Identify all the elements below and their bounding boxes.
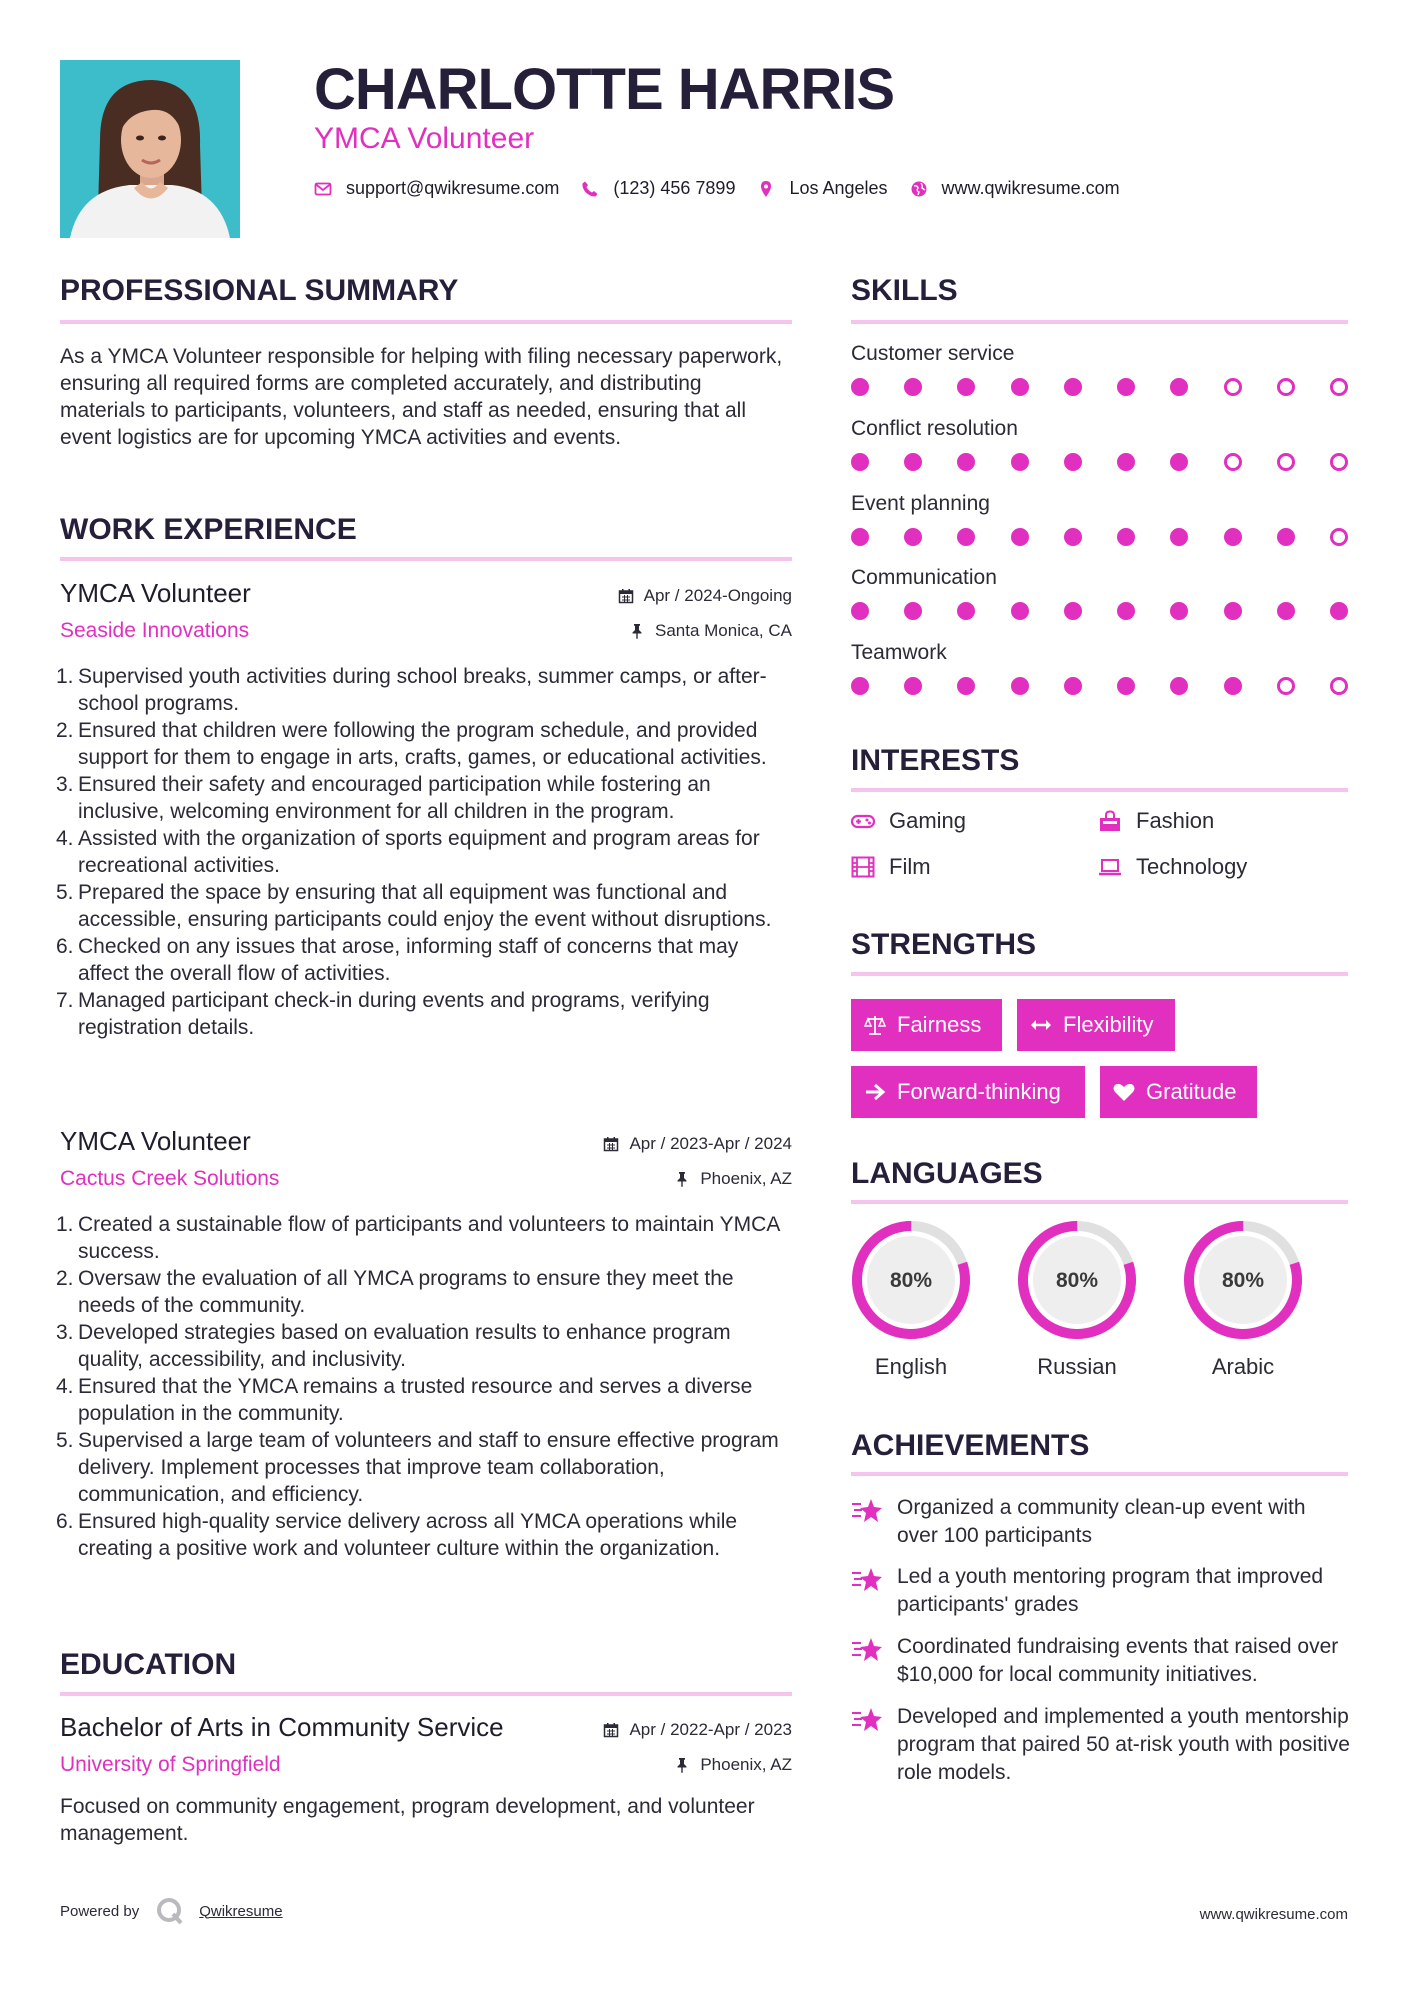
job-entry-1 [56, 578, 792, 1041]
language-name: Arabic [1211, 1354, 1275, 1379]
list-item: 5. Prepared the space by ensuring that all equipment was functional and accessible, ensuring participants could enjoy the event without disruptions. [56, 881, 772, 931]
skill-label: Event planning [851, 492, 990, 515]
laptop-icon [1098, 856, 1122, 878]
achievement-item [851, 1494, 1351, 1550]
skill-dot-filled [904, 453, 922, 471]
skill-dot-empty [1224, 453, 1242, 471]
list-item: 1. Created a sustainable flow of participants and volunteers to maintain YMCA success. [56, 1213, 780, 1263]
job-date-text: Apr / 2023-Apr / 2024 [629, 1134, 792, 1153]
skill-dot-filled [1064, 378, 1082, 396]
map-pin-icon [757, 180, 775, 198]
qwikresume-logo-icon [155, 1896, 185, 1926]
job-location [674, 1169, 792, 1189]
language-ring [851, 1220, 971, 1340]
summary-text: As a YMCA Volunteer responsible for helping with filing necessary paperwork, ensuring all required forms are completed accurately, and distributing materials to participants, volunteers, and staff as needed, ensuring that all event logistics are for upcoming YMCA activities and events. [60, 345, 783, 449]
interest-item [1098, 808, 1214, 834]
job-title: YMCA Volunteer [60, 1126, 251, 1156]
skill-dot-filled [1170, 602, 1188, 620]
shooting-star-icon [851, 1565, 883, 1595]
arrows-horizontal-icon [1029, 1013, 1053, 1037]
job-company: Cactus Creek Solutions [60, 1167, 280, 1190]
heart-icon [1112, 1080, 1136, 1104]
skill-dot-filled [1170, 453, 1188, 471]
languages-heading: LANGUAGES [851, 1157, 1043, 1190]
skills-divider [851, 320, 1348, 324]
interests-heading: INTERESTS [851, 744, 1020, 777]
shooting-star-icon [851, 1705, 883, 1735]
achievement-item [851, 1633, 1351, 1689]
skill-dot-filled [1117, 528, 1135, 546]
skill-rating [851, 378, 1348, 396]
list-item: 5. Supervised a large team of volunteers and staff to ensure effective program delivery. Implement processes that improve team collaboration, communication, and efficiency. [56, 1429, 779, 1506]
contact-phone-text: (123) 456 7899 [613, 178, 736, 198]
strength-label: Gratitude [1146, 1079, 1237, 1104]
achievement-item [851, 1703, 1351, 1787]
job-duties-list [56, 663, 792, 1041]
skill-dot-filled [1117, 453, 1135, 471]
skill-dot-filled [1224, 602, 1242, 620]
calendar-icon [603, 1136, 619, 1152]
job-duties-list [56, 1211, 792, 1562]
skill-label: Conflict resolution [851, 417, 1018, 440]
interest-label: Technology [1136, 854, 1248, 879]
skills-heading: SKILLS [851, 274, 958, 307]
language-percent: 80% [1055, 1269, 1099, 1292]
skill-dot-filled [904, 602, 922, 620]
pushpin-icon [674, 1171, 690, 1187]
profile-photo [60, 60, 240, 238]
skill-row [851, 566, 1348, 620]
skill-dot-filled [1011, 602, 1029, 620]
language-name: English [874, 1354, 948, 1379]
education-date-text: Apr / 2022-Apr / 2023 [629, 1720, 792, 1739]
skill-dot-filled [904, 378, 922, 396]
strengths-heading: STRENGTHS [851, 928, 1037, 961]
shopping-bag-icon [1098, 810, 1122, 832]
education-entry [60, 1712, 792, 1847]
achievement-text: Led a youth mentoring program that improved participants' grades [897, 1565, 1324, 1616]
brand-link[interactable]: Qwikresume [199, 1902, 283, 1920]
gamepad-icon [851, 810, 875, 832]
job-title: YMCA Volunteer [60, 578, 251, 608]
shooting-star-icon [851, 1635, 883, 1665]
strength-tag [851, 999, 1002, 1051]
interests-divider [851, 788, 1348, 792]
list-item: 6. Ensured high-quality service delivery across all YMCA operations while creating a positive work and volunteer culture within the organization. [56, 1510, 738, 1560]
language-ring [1183, 1220, 1303, 1340]
skill-dot-empty [1277, 453, 1295, 471]
skill-dot-filled [1170, 528, 1188, 546]
education-description: Focused on community engagement, program development, and volunteer management. [60, 1795, 755, 1845]
skill-dot-filled [1117, 677, 1135, 695]
powered-by-label: Powered by [60, 1902, 140, 1920]
candidate-name: CHARLOTTE HARRIS [314, 57, 895, 122]
skill-dot-filled [957, 528, 975, 546]
skill-dot-filled [1170, 677, 1188, 695]
strength-label: Flexibility [1063, 1012, 1154, 1037]
interest-label: Fashion [1136, 808, 1215, 833]
job-location [629, 621, 792, 641]
strength-tag [851, 1066, 1085, 1118]
skill-dot-filled [1117, 602, 1135, 620]
contact-website[interactable] [910, 178, 1120, 199]
skill-dot-filled [1224, 677, 1242, 695]
envelope-icon [314, 180, 332, 198]
languages-divider [851, 1200, 1348, 1204]
skill-dot-filled [1011, 528, 1029, 546]
skill-dot-empty [1277, 378, 1295, 396]
pushpin-icon [674, 1757, 690, 1773]
list-item: 7. Managed participant check-in during events and programs, verifying registration details. [56, 989, 710, 1039]
skill-dot-empty [1330, 453, 1348, 471]
job-location-text: Phoenix, AZ [700, 1169, 792, 1188]
calendar-icon [603, 1722, 619, 1738]
skill-dot-filled [1011, 677, 1029, 695]
job-location-text: Santa Monica, CA [654, 621, 792, 640]
skill-row [851, 417, 1348, 471]
skill-dot-filled [1224, 528, 1242, 546]
language-percent: 80% [1221, 1269, 1265, 1292]
skill-rating [851, 528, 1348, 546]
skill-dot-filled [851, 528, 869, 546]
skill-row [851, 342, 1348, 396]
skill-dot-filled [957, 378, 975, 396]
interest-item [1098, 854, 1247, 880]
skill-dot-filled [1170, 378, 1188, 396]
skill-label: Teamwork [851, 641, 947, 664]
skill-rating [851, 677, 1348, 695]
interest-item [851, 808, 966, 834]
contact-website-text: www.qwikresume.com [941, 178, 1120, 198]
skill-dot-filled [1011, 453, 1029, 471]
skill-dot-filled [1064, 528, 1082, 546]
education-date [603, 1720, 792, 1740]
list-item: 1. Supervised youth activities during school breaks, summer camps, or after-school programs. [56, 665, 767, 715]
calendar-icon [618, 588, 634, 604]
skill-dot-filled [957, 453, 975, 471]
skill-dot-filled [904, 677, 922, 695]
job-date [618, 586, 792, 606]
interest-item [851, 854, 931, 880]
interest-label: Film [889, 854, 931, 879]
language-ring [1017, 1220, 1137, 1340]
skill-row [851, 641, 1348, 695]
achievement-text: Developed and implemented a youth mentorship program that paired 50 at-risk youth with positive role models. [897, 1705, 1350, 1784]
skill-dot-filled [904, 528, 922, 546]
skill-label: Customer service [851, 342, 1015, 365]
job-date-text: Apr / 2024-Ongoing [643, 586, 792, 605]
footer-powered-by [60, 1896, 283, 1926]
strength-tag [1017, 999, 1175, 1051]
language-item [1183, 1220, 1303, 1380]
skill-dot-filled [957, 602, 975, 620]
strength-label: Fairness [897, 1012, 982, 1037]
language-item [851, 1220, 971, 1380]
education-location-text: Phoenix, AZ [700, 1755, 792, 1774]
achievement-text: Coordinated fundraising events that raised over $10,000 for local community initiatives. [897, 1635, 1339, 1686]
list-item: 2. Ensured that children were following the program schedule, and provided support for them to engage in arts, crafts, games, or educational activities. [56, 719, 767, 769]
language-percent: 80% [889, 1269, 933, 1292]
skill-dot-filled [1011, 378, 1029, 396]
skill-dot-filled [1277, 602, 1295, 620]
skill-dot-filled [1330, 602, 1348, 620]
skill-dot-empty [1330, 378, 1348, 396]
contact-email[interactable] [314, 178, 559, 199]
achievement-item [851, 1563, 1351, 1619]
achievements-heading: ACHIEVEMENTS [851, 1429, 1090, 1462]
strength-label: Forward-thinking [897, 1079, 1061, 1104]
phone-icon [581, 180, 599, 198]
achievement-text: Organized a community clean-up event with over 100 participants [897, 1496, 1306, 1547]
job-date [603, 1134, 792, 1154]
skill-dot-filled [1064, 677, 1082, 695]
skill-dot-empty [1330, 677, 1348, 695]
skill-dot-filled [1064, 602, 1082, 620]
education-location [674, 1755, 792, 1775]
experience-heading: WORK EXPERIENCE [60, 513, 357, 546]
contact-bar [314, 178, 1142, 199]
skill-dot-empty [1224, 378, 1242, 396]
strength-tag [1100, 1066, 1257, 1118]
skill-dot-empty [1330, 528, 1348, 546]
footer-website[interactable]: www.qwikresume.com [1199, 1906, 1348, 1923]
shooting-star-icon [851, 1496, 883, 1526]
scale-icon [863, 1013, 887, 1037]
skill-rating [851, 602, 1348, 620]
globe-icon [910, 180, 928, 198]
list-item: 3. Ensured their safety and encouraged participation while fostering an inclusive, welcoming environment for all children in the program. [56, 773, 711, 823]
summary-heading: PROFESSIONAL SUMMARY [60, 274, 459, 307]
education-divider [60, 1692, 792, 1696]
skill-dot-filled [851, 378, 869, 396]
skill-dot-filled [1117, 378, 1135, 396]
skill-dot-filled [851, 602, 869, 620]
skill-dot-filled [1277, 528, 1295, 546]
candidate-title: YMCA Volunteer [314, 122, 535, 155]
skill-label: Communication [851, 566, 997, 589]
skill-dot-filled [851, 677, 869, 695]
skill-rating [851, 453, 1348, 471]
skill-dot-filled [957, 677, 975, 695]
interest-label: Gaming [889, 808, 967, 833]
list-item: 4. Ensured that the YMCA remains a trusted resource and serves a diverse population in the community. [56, 1375, 753, 1425]
skill-dot-empty [1277, 677, 1295, 695]
list-item: 3. Developed strategies based on evaluation results to enhance program quality, accessibility, and inclusivity. [56, 1321, 731, 1371]
education-heading: EDUCATION [60, 1648, 237, 1681]
achievements-divider [851, 1472, 1348, 1476]
language-item [1017, 1220, 1137, 1380]
job-company: Seaside Innovations [60, 619, 250, 642]
pushpin-icon [629, 623, 645, 639]
contact-phone[interactable] [581, 178, 735, 199]
arrow-right-icon [863, 1080, 887, 1104]
job-entry-2 [56, 1126, 792, 1562]
skill-dot-filled [851, 453, 869, 471]
contact-email-text: support@qwikresume.com [346, 178, 560, 198]
list-item: 6. Checked on any issues that arose, informing staff of concerns that may affect the overall flow of activities. [56, 935, 739, 985]
skill-dot-filled [1064, 453, 1082, 471]
skill-row [851, 492, 1348, 546]
school-name: University of Springfield [60, 1753, 281, 1776]
language-name: Russian [1037, 1354, 1117, 1379]
experience-divider [60, 557, 792, 561]
strengths-divider [851, 972, 1348, 976]
degree-title: Bachelor of Arts in Community Service [60, 1712, 504, 1742]
summary-divider [60, 320, 792, 324]
list-item: 4. Assisted with the organization of sports equipment and program areas for recreational activities. [56, 827, 760, 877]
contact-location-text: Los Angeles [789, 178, 888, 198]
film-icon [851, 856, 875, 878]
contact-location [757, 178, 887, 199]
list-item: 2. Oversaw the evaluation of all YMCA programs to ensure they meet the needs of the community. [56, 1267, 734, 1317]
